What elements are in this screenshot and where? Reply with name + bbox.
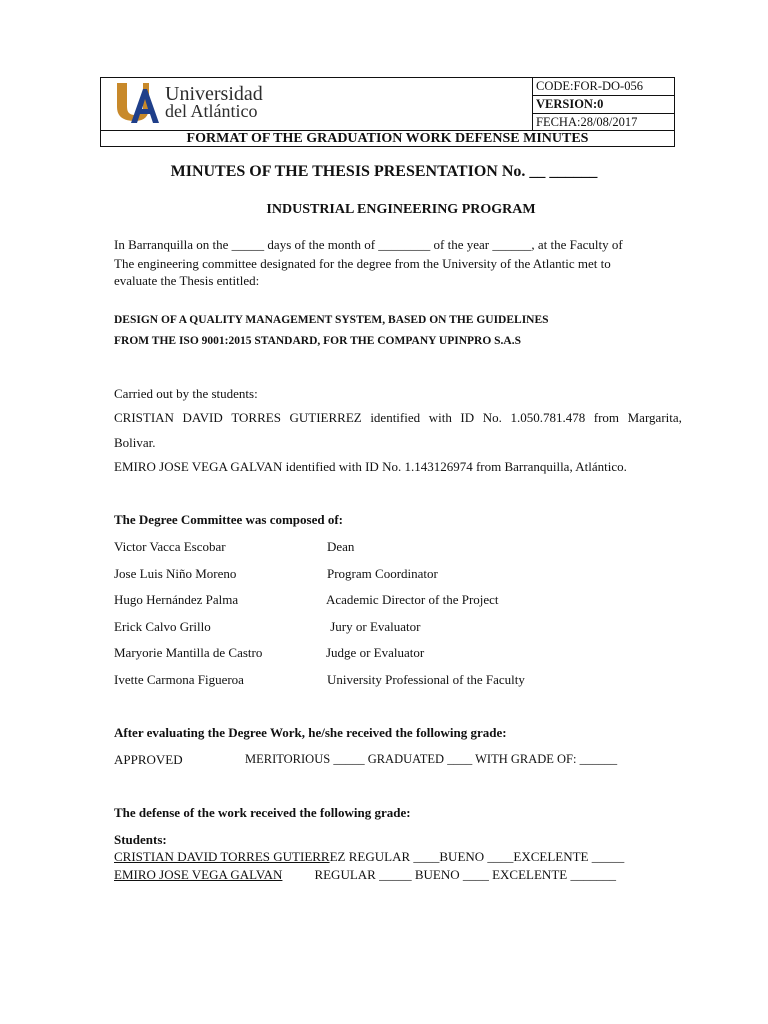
document-meta-cells <box>533 78 674 130</box>
thesis-title-line-2: FROM THE ISO 9001:2015 STANDARD, FOR THE COMPANY UPINPRO S.A.S <box>114 335 521 347</box>
committee-member-name: Victor Vacca Escobar <box>114 539 226 554</box>
defense-row-2 <box>114 867 616 883</box>
intro-line-1: In Barranquilla on the _____ days of the month of ________ of the year ______, at the Faculty of <box>114 237 623 252</box>
student-1-line-2: Bolivar. <box>114 435 156 450</box>
student-1-word: CRISTIAN <box>114 410 174 425</box>
committee-member-name: Hugo Hernández Palma <box>114 592 239 607</box>
committee-member-role: Judge or Evaluator <box>326 645 425 660</box>
defense-student-2-grades: REGULAR _____ BUENO ____ EXCELENTE _______ <box>314 867 616 882</box>
defense-student-1-grades: EZ REGULAR ____BUENO ____EXCELENTE _____ <box>329 849 625 864</box>
program-title: INDUSTRIAL ENGINEERING PROGRAM <box>266 202 536 217</box>
grade-approved: APPROVED <box>114 752 183 767</box>
document-header-table <box>100 77 675 147</box>
students-heading: Carried out by the students: <box>114 386 258 401</box>
defense-student-1-name: CRISTIAN DAVID TORRES GUTIERR <box>114 849 330 864</box>
defense-students-label: Students: <box>114 832 167 847</box>
thesis-title-line-1: DESIGN OF A QUALITY MANAGEMENT SYSTEM, BASED ON THE GUIDELINES <box>114 314 549 326</box>
committee-member-role: Dean <box>327 539 355 554</box>
committee-member-name: Jose Luis Niño Moreno <box>114 566 237 581</box>
grade-heading: After evaluating the Degree Work, he/she received the following grade: <box>114 725 507 740</box>
student-1-word: DAVID <box>182 410 223 425</box>
defense-heading: The defense of the work received the following grade: <box>114 805 411 820</box>
university-logo-icon <box>113 81 161 125</box>
format-title: FORMAT OF THE GRADUATION WORK DEFENSE MINUTES <box>101 130 674 147</box>
document-code: CODE:FOR-DO-056 <box>533 78 674 96</box>
student-1-word: with <box>428 410 452 425</box>
document-date: FECHA:28/08/2017 <box>536 115 638 129</box>
intro-line-3: evaluate the Thesis entitled: <box>114 273 260 288</box>
grade-options: MERITORIOUS _____ GRADUATED ____ WITH GRADE OF: ______ <box>245 752 618 766</box>
logo-cell <box>101 78 533 130</box>
defense-row-1 <box>114 849 624 865</box>
document-version: VERSION:0 <box>533 96 674 114</box>
committee-member-name: Maryorie Mantilla de Castro <box>114 645 263 660</box>
committee-member-role: Jury or Evaluator <box>327 619 421 634</box>
student-1-word: GUTIERREZ <box>289 410 362 425</box>
student-1-word: No. <box>482 410 502 425</box>
page-title: MINUTES OF THE THESIS PRESENTATION No. __ ______ <box>170 163 598 180</box>
student-1-word: ID <box>460 410 475 425</box>
logo-text-line2: del Atlántico <box>165 101 258 121</box>
committee-member-role: Program Coordinator <box>327 566 438 581</box>
defense-student-2-name: EMIRO JOSE VEGA GALVAN <box>114 867 283 882</box>
committee-member-name: Ivette Carmona Figueroa <box>114 672 244 687</box>
student-1-word: Margarita, <box>627 410 682 425</box>
student-1-word: identified <box>370 410 421 425</box>
committee-member-role: University Professional of the Faculty <box>327 672 525 687</box>
logo-text-line1: Universidad <box>165 83 263 105</box>
committee-member-role: Academic Director of the Project <box>326 592 499 607</box>
student-1-word: from <box>593 410 620 425</box>
committee-member-name: Erick Calvo Grillo <box>114 619 211 634</box>
student-2-line: EMIRO JOSE VEGA GALVAN identified with ID No. 1.143126974 from Barranquilla, Atlántico. <box>114 459 627 474</box>
intro-line-2: The engineering committee designated for the degree from the University of the Atlantic met to <box>114 256 611 271</box>
student-1-word: 1.050.781.478 <box>510 410 586 425</box>
student-1-word: TORRES <box>231 410 281 425</box>
student-1-line-1 <box>114 410 682 426</box>
committee-heading: The Degree Committee was composed of: <box>114 512 344 527</box>
